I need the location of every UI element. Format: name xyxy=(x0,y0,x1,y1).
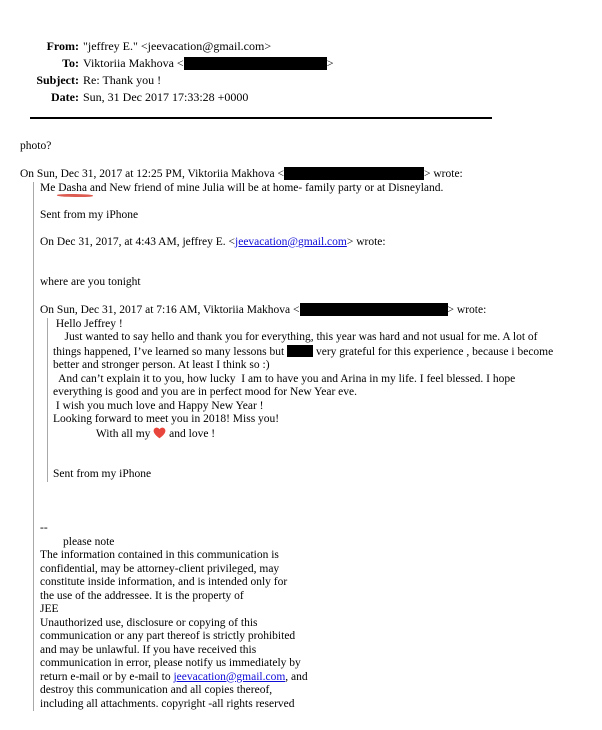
email-header xyxy=(20,38,602,106)
text-line: better and stronger person. At least I think so :) xyxy=(53,359,270,371)
disclaimer-link-post: , and xyxy=(285,670,308,683)
text-line: communication in error, please notify us immediately by xyxy=(40,657,301,669)
disclaimer-paragraph xyxy=(40,549,602,671)
header-row-from xyxy=(20,38,602,55)
please-note-line: please note xyxy=(40,535,115,548)
quote2-attribution-close: > wrote: xyxy=(346,235,386,248)
header-row-to xyxy=(20,55,602,72)
red-heart-icon xyxy=(153,427,166,439)
quote1-attribution xyxy=(20,167,602,182)
blank-line xyxy=(20,154,602,168)
from-label: From: xyxy=(46,39,79,53)
blank-line xyxy=(40,509,602,523)
to-value xyxy=(83,55,333,72)
redacted-sender-email xyxy=(284,167,424,180)
red-underlined-word: Dasha xyxy=(58,181,87,194)
sent-from-iphone-1: Sent from my iPhone xyxy=(40,208,139,221)
blank-line xyxy=(40,290,602,304)
blank-line xyxy=(40,495,602,509)
blank-line xyxy=(53,441,602,455)
text-line: including all attachments. copyright -all rights reserved xyxy=(40,697,295,710)
email-body xyxy=(20,140,602,711)
message-paragraph xyxy=(53,318,602,345)
header-row-date xyxy=(20,89,602,106)
text-line: I wish you much love and Happy New Year ! xyxy=(53,399,264,412)
body-intro-line: photo? xyxy=(20,140,52,152)
text-line: confidential, may be attorney-client privileged, may xyxy=(40,562,280,575)
header-row-subject xyxy=(20,72,602,89)
signature-divider: -- xyxy=(40,522,48,534)
blank-line xyxy=(40,263,602,277)
text-line: constitute inside information, and is intended only for xyxy=(40,576,288,588)
heart-line-pre: With all my xyxy=(53,427,154,440)
disclaimer-paragraph xyxy=(40,684,602,711)
quote2-attribution-text: On Dec 31, 2017, at 4:43 AM, jeffrey E. < xyxy=(40,235,236,248)
quote2-attribution xyxy=(40,236,602,250)
blank-line xyxy=(40,195,602,209)
where-line: where are you tonight xyxy=(40,276,141,288)
date-label: Date: xyxy=(51,90,79,104)
sent-from-iphone-2: Sent from my iPhone xyxy=(53,468,152,480)
text-line: Hello Jeffrey ! xyxy=(53,317,123,330)
message-paragraph xyxy=(53,359,602,427)
to-value-name: Viktoriia Makhova < xyxy=(83,56,184,70)
blank-line xyxy=(40,482,602,496)
text-line: And can’t explain it to you, how lucky I am to have you and Arina in my life. I feel blessed. I hope xyxy=(53,372,516,385)
redacted-recipient-email xyxy=(184,57,327,70)
blank-line xyxy=(53,455,602,469)
to-value-close: > xyxy=(326,56,334,70)
text-line: destroy this communication and all copies thereof, xyxy=(40,684,273,696)
subject-label: Subject: xyxy=(36,73,79,87)
disclaimer-link-line xyxy=(40,671,602,685)
header-divider xyxy=(30,117,492,119)
email-link[interactable]: jeevacation@gmail.com xyxy=(173,670,286,683)
quote1-attribution-close: > wrote: xyxy=(424,168,463,180)
dasha-line-pre: Me xyxy=(40,181,59,194)
from-value: "jeffrey E." <jeevacation@gmail.com> xyxy=(83,39,272,53)
heart-line-post: and love ! xyxy=(166,427,216,440)
text-line: the use of the addressee. It is the property of xyxy=(40,589,244,602)
text-line: JEE xyxy=(40,603,59,615)
text-line: Just wanted to say hello and thank you for everything, this year was hard and not usual for me. A lot of xyxy=(53,331,538,343)
disclaimer-link-pre: return e-mail or by e-mail to xyxy=(40,670,174,683)
date-value: Sun, 31 Dec 2017 17:33:28 +0000 xyxy=(83,90,249,104)
redact-line-pre: things happened, I’ve learned so many lessons but xyxy=(53,345,288,358)
quoted-message-level1 xyxy=(33,182,602,712)
quote3-attribution xyxy=(40,303,602,318)
redacted-word-line xyxy=(53,345,602,360)
dasha-line xyxy=(40,182,602,196)
text-line: communication or any part thereof is strictly prohibited xyxy=(40,630,296,642)
blank-line xyxy=(40,249,602,263)
redact-line-post: very grateful for this experience , because i become xyxy=(313,345,554,358)
redacted-sender-email xyxy=(300,303,448,316)
text-line: and may be unlawful. If you have received this xyxy=(40,643,257,656)
redacted-word xyxy=(287,345,313,357)
text-line: The information contained in this communication is xyxy=(40,549,279,561)
quoted-message-level2 xyxy=(47,318,602,482)
subject-value: Re: Thank you ! xyxy=(83,73,162,87)
text-line: everything is good and you are in perfect mood for New Year eve. xyxy=(53,386,358,398)
to-label: To: xyxy=(62,56,79,70)
email-link[interactable]: jeevacation@gmail.com xyxy=(235,235,347,248)
heart-line xyxy=(53,427,602,442)
text-line: Looking forward to meet you in 2018! Miss you! xyxy=(53,413,280,425)
blank-line xyxy=(40,222,602,236)
quote1-attribution-text: On Sun, Dec 31, 2017 at 12:25 PM, Viktoriia Makhova < xyxy=(20,168,284,180)
text-line: Unauthorized use, disclosure or copying of this xyxy=(40,616,258,629)
quote3-attribution-close: > wrote: xyxy=(447,304,487,316)
dasha-line-post: and New friend of mine Julia will be at home- family party or at Disneyland. xyxy=(86,181,444,194)
quote3-attribution-text: On Sun, Dec 31, 2017 at 7:16 AM, Viktoriia Makhova < xyxy=(40,304,300,316)
